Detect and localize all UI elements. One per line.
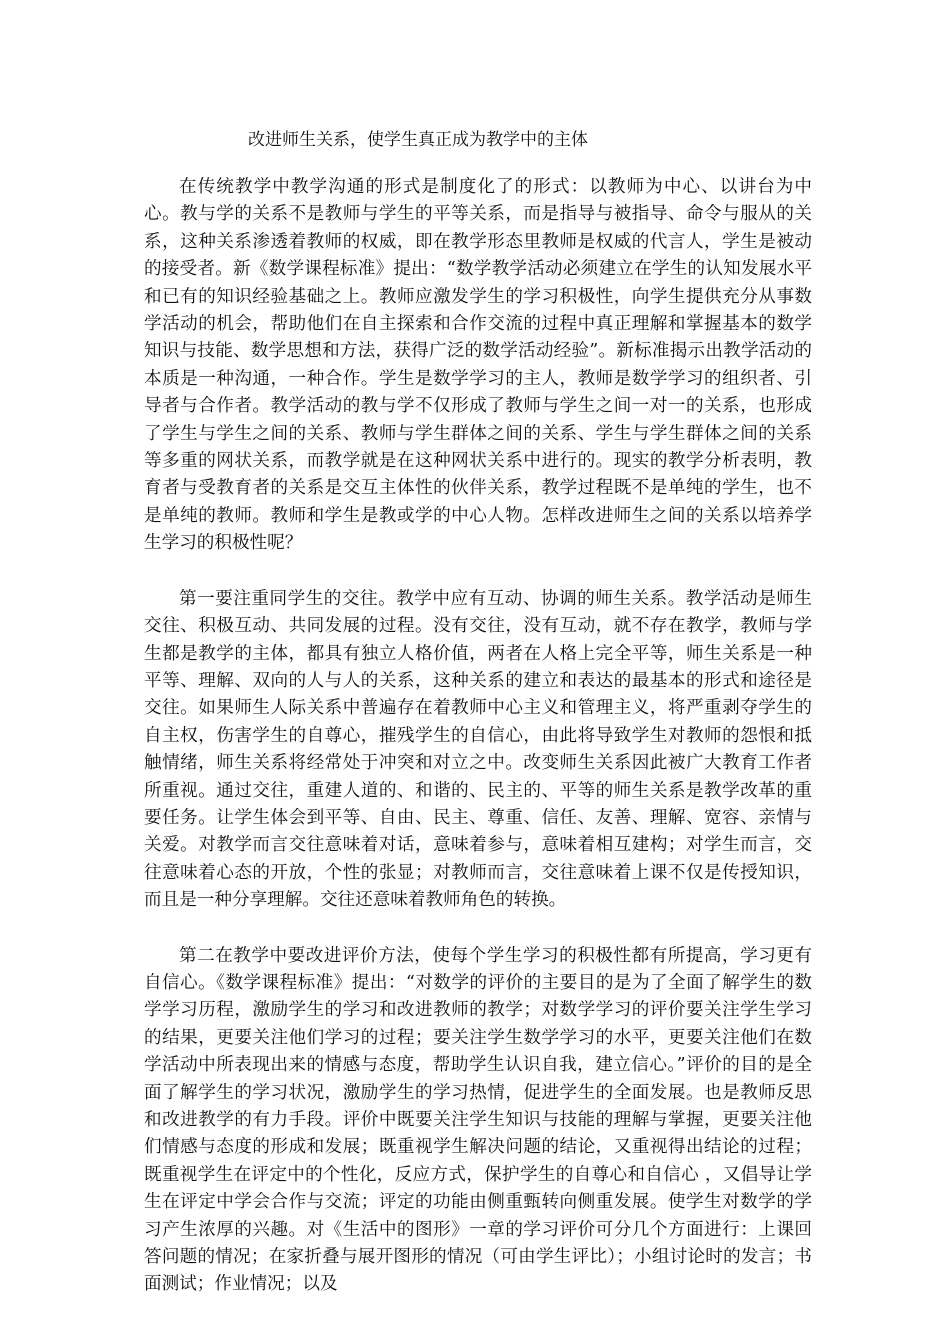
document-title: 改进师生关系，使学生真正成为教学中的主体 [248,130,588,150]
paragraph-3: 第二在教学中要改进评价方法，使每个学生学习的积极性都有所提高，学习更有自信心。《数学课程标准》提出：“对数学的评价的主要目的是为了全面了解学生的数学学习历程，激励学生的学习和改进教师的教学；对数学学习的评价要关注学生学习的结果，更要关注他们学习的过程；要关注学生数学学习的水平，更要关注他们在数学活动中所表现出来的情感与态度，帮助学生认识自我，建立信心。”评价的目的是全面了解学生的学习状况，激励学生的学习热情，促进学生的全面发展。也是教师反思和改进教学的有力手段。评价中既要关注学生知识与技能的理解与掌握，更要关注他们情感与态度的形成和发展；既重视学生解决问题的结论，又重视得出结论的过程；既重视学生在评定中的个性化，反应方式，保护学生的自尊心和自信心 ，又倡导让学生在评定中学会合作与交流；评定的功能由侧重甄转向侧重发展。使学生对数学的学习产生浓厚的兴趣。对《生活中的图形》一章的学习评价可分几个方面进行：上课回答问题的情况；在家折叠与展开图形的情况（可由学生评比）；小组讨论时的发言；书面测试；作业情况；以及 [144,945,812,1295]
document-body [144,174,812,1299]
paragraph-2: 第一要注重同学生的交往。教学中应有互动、协调的师生关系。教学活动是师生交往、积极互动、共同发展的过程。没有交往，没有互动，就不存在教学，教师与学生都是教学的主体，都具有独立人格价值，两者在人格上完全平等，师生关系是一种平等、理解、双向的人与人的关系，这种关系的建立和表达的最基本的形式和途径是交往。如果师生人际关系中普遍存在着教师中心主义和管理主义，将严重剥夺学生的自主权，伤害学生的自尊心，摧残学生的自信心，由此将导致学生对教师的怨恨和抵触情绪，师生关系将经常处于冲突和对立之中。改变师生关系因此被广大教育工作者所重视。通过交往，重建人道的、和谐的、民主的、平等的师生关系是教学改革的重要任务。让学生体会到平等、自由、民主、尊重、信任、友善、理解、宽容、亲情与关爱。对教学而言交往意味着对话，意味着参与，意味着相互建构；对学生而言，交往意味着心态的开放，个性的张显；对教师而言，交往意味着上课不仅是传授知识，而且是一种分享理解。交往还意味着教师角色的转换。 [144,588,812,911]
paragraph-1: 在传统教学中教学沟通的形式是制度化了的形式：以教师为中心、以讲台为中心。教与学的关系不是教师与学生的平等关系，而是指导与被指导、命令与服从的关系，这种关系渗透着教师的权威，即在教学形态里教师是权威的代言人，学生是被动的接受者。新《数学课程标准》提出：“数学教学活动必须建立在学生的认知发展水平和已有的知识经验基础之上。教师应激发学生的学习积极性，向学生提供充分从事数学活动的机会，帮助他们在自主探索和合作交流的过程中真正理解和掌握基本的数学知识与技能、数学思想和方法，获得广泛的数学活动经验”。新标准揭示出教学活动的本质是一种沟通，一种合作。学生是数学学习的主人，教师是数学学习的组织者、引导者与合作者。教学活动的教与学不仅形成了教师与学生之间一对一的关系，也形成了学生与学生之间的关系、教师与学生群体之间的关系、学生与学生群体之间的关系等多重的网状关系，而教学就是在这种网状关系中进行的。现实的教学分析表明，教育者与受教育者的关系是交互主体性的伙伴关系，教学过程既不是单纯的学生，也不是单纯的教师。教师和学生是教或学的中心人物。怎样改进师生之间的关系以培养学生学习的积极性呢？ [144,177,812,554]
